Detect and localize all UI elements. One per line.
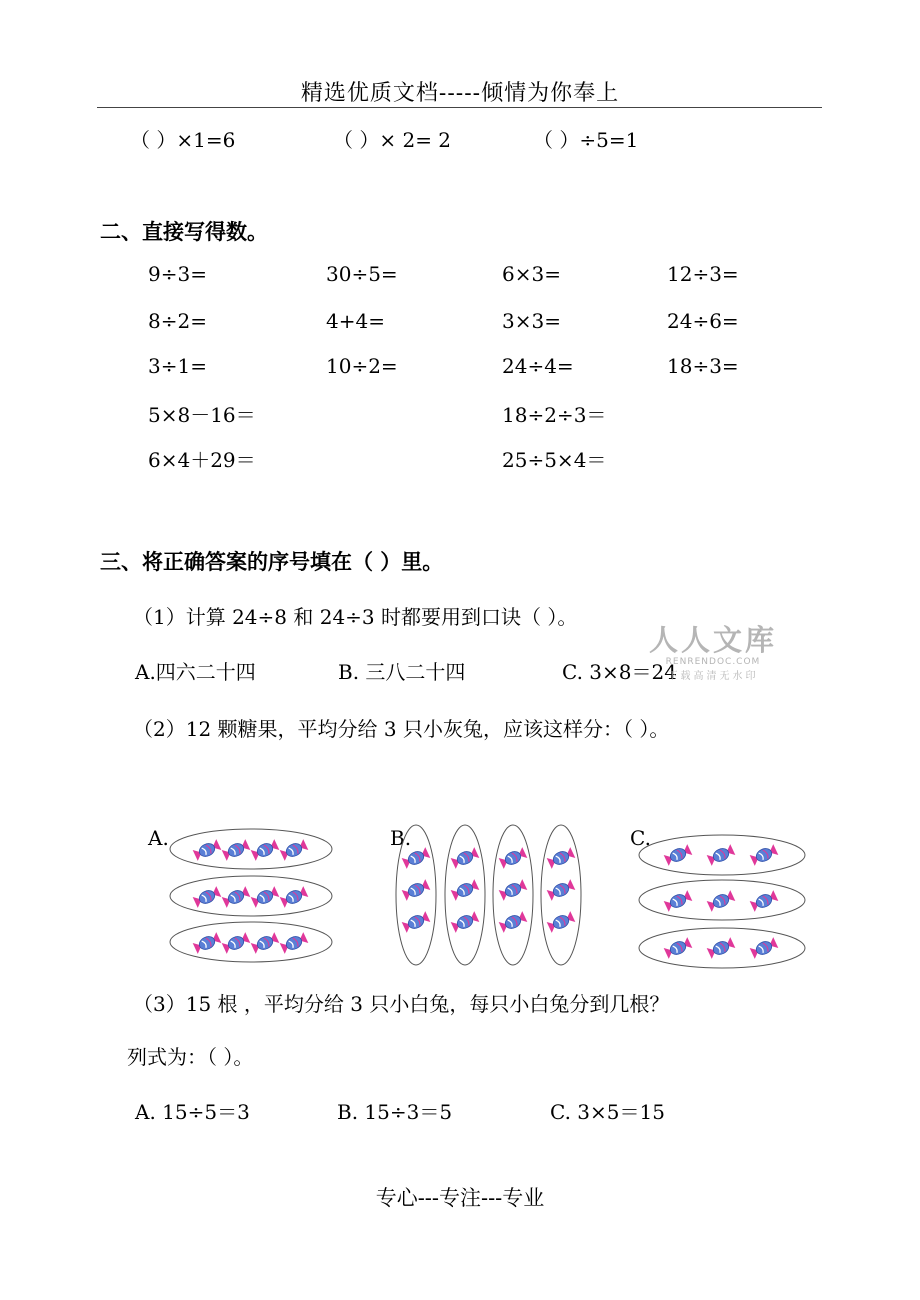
candy-icon [222,886,251,908]
watermark-url: RENRENDOC.COM [665,657,761,667]
calc-item: 3×3= [502,309,561,333]
question-1-text: （1）计算 24÷8 和 24÷3 时都要用到口诀（ ）。 [133,605,578,629]
calc-item: 24÷6= [667,309,739,333]
option-a-groups [170,829,332,962]
candy-grouping-illustration [0,800,920,980]
calc-item: 5×8－16＝ [148,403,256,427]
candy-icon [499,879,528,901]
calc-item: 9÷3= [148,262,207,286]
option-b-groups [396,825,581,965]
candy-icon [451,847,480,869]
section2-title: 二、直接写得数。 [100,220,268,244]
option-c-groups [639,835,805,968]
candy-icon [707,890,736,912]
calc-item: 3÷1= [148,354,207,378]
calc-item: 18÷3= [667,354,739,378]
calc-item: 4+4= [326,309,385,333]
watermark-tagline: 下载高清无水印 [667,671,759,682]
candy-icon [499,911,528,933]
candy-icon [664,890,693,912]
candy-icon [750,937,779,959]
q2-option-a-label: A. [148,826,169,850]
q1-option-a: A.四六二十四 [135,660,256,684]
candy-icon [547,879,576,901]
candy-icon [251,886,280,908]
candy-icon [547,847,576,869]
candy-icon [402,847,431,869]
q1-option-b: B. 三八二十四 [338,660,466,684]
candy-icon [280,886,309,908]
candy-icon [251,932,280,954]
q2-option-c-label: C. [630,826,651,850]
candy-icon [402,911,431,933]
question-2-text: （2）12 颗糖果，平均分给 3 只小灰兔，应该这样分：（ ）。 [133,717,670,741]
q3-option-b: B. 15÷3＝5 [337,1100,453,1124]
candy-icon [451,911,480,933]
fill-blank-1: （ ）×1=6 [130,128,236,152]
q3-option-a: A. 15÷5＝3 [135,1100,250,1124]
candy-icon [280,932,309,954]
candy-icon [750,844,779,866]
calc-item: 24÷4= [502,354,574,378]
candy-icon [402,879,431,901]
watermark-name: 人人文库 [648,623,777,657]
fill-blank-3: （ ）÷5=1 [533,128,639,152]
candy-icon [664,844,693,866]
candy-icon [222,839,251,861]
candy-icon [251,839,280,861]
section3-title: 三、将正确答案的序号填在（ ）里。 [100,550,444,574]
calc-item: 10÷2= [326,354,398,378]
calc-item: 6×4＋29＝ [148,448,256,472]
calc-item: 30÷5= [326,262,398,286]
candy-icon [193,932,222,954]
candy-icon [193,886,222,908]
question-3-text: （3）15 根 ，平均分给 3 只小白兔，每只小白兔分到几根？ [133,992,670,1016]
candy-icon [280,839,309,861]
question-3-formula-prompt: 列式为：（ ）。 [127,1045,254,1069]
q3-option-c: C. 3×5＝15 [550,1100,665,1124]
calc-item: 18÷2÷3＝ [502,403,607,427]
calc-item: 12÷3= [667,262,739,286]
header-divider [97,107,822,108]
candy-icon [750,890,779,912]
calc-item: 6×3= [502,262,561,286]
fill-blank-2: （ ）× 2= 2 [333,128,452,152]
candy-icon [451,879,480,901]
candy-icon [222,932,251,954]
candy-icon [707,937,736,959]
calc-item: 25÷5×4＝ [502,448,607,472]
candy-icon [664,937,693,959]
candy-icon [193,839,222,861]
candy-icon [499,847,528,869]
candy-icon [547,911,576,933]
watermark-logo [648,618,778,682]
page-footer: 专心---专注---专业 [375,1186,545,1210]
q1-option-c: C. 3×8＝24 [562,660,677,684]
candy-icon [707,844,736,866]
calc-item: 8÷2= [148,309,207,333]
q2-option-b-label: B. [390,826,412,850]
page-header-title: 精选优质文档-----倾情为你奉上 [300,81,620,106]
